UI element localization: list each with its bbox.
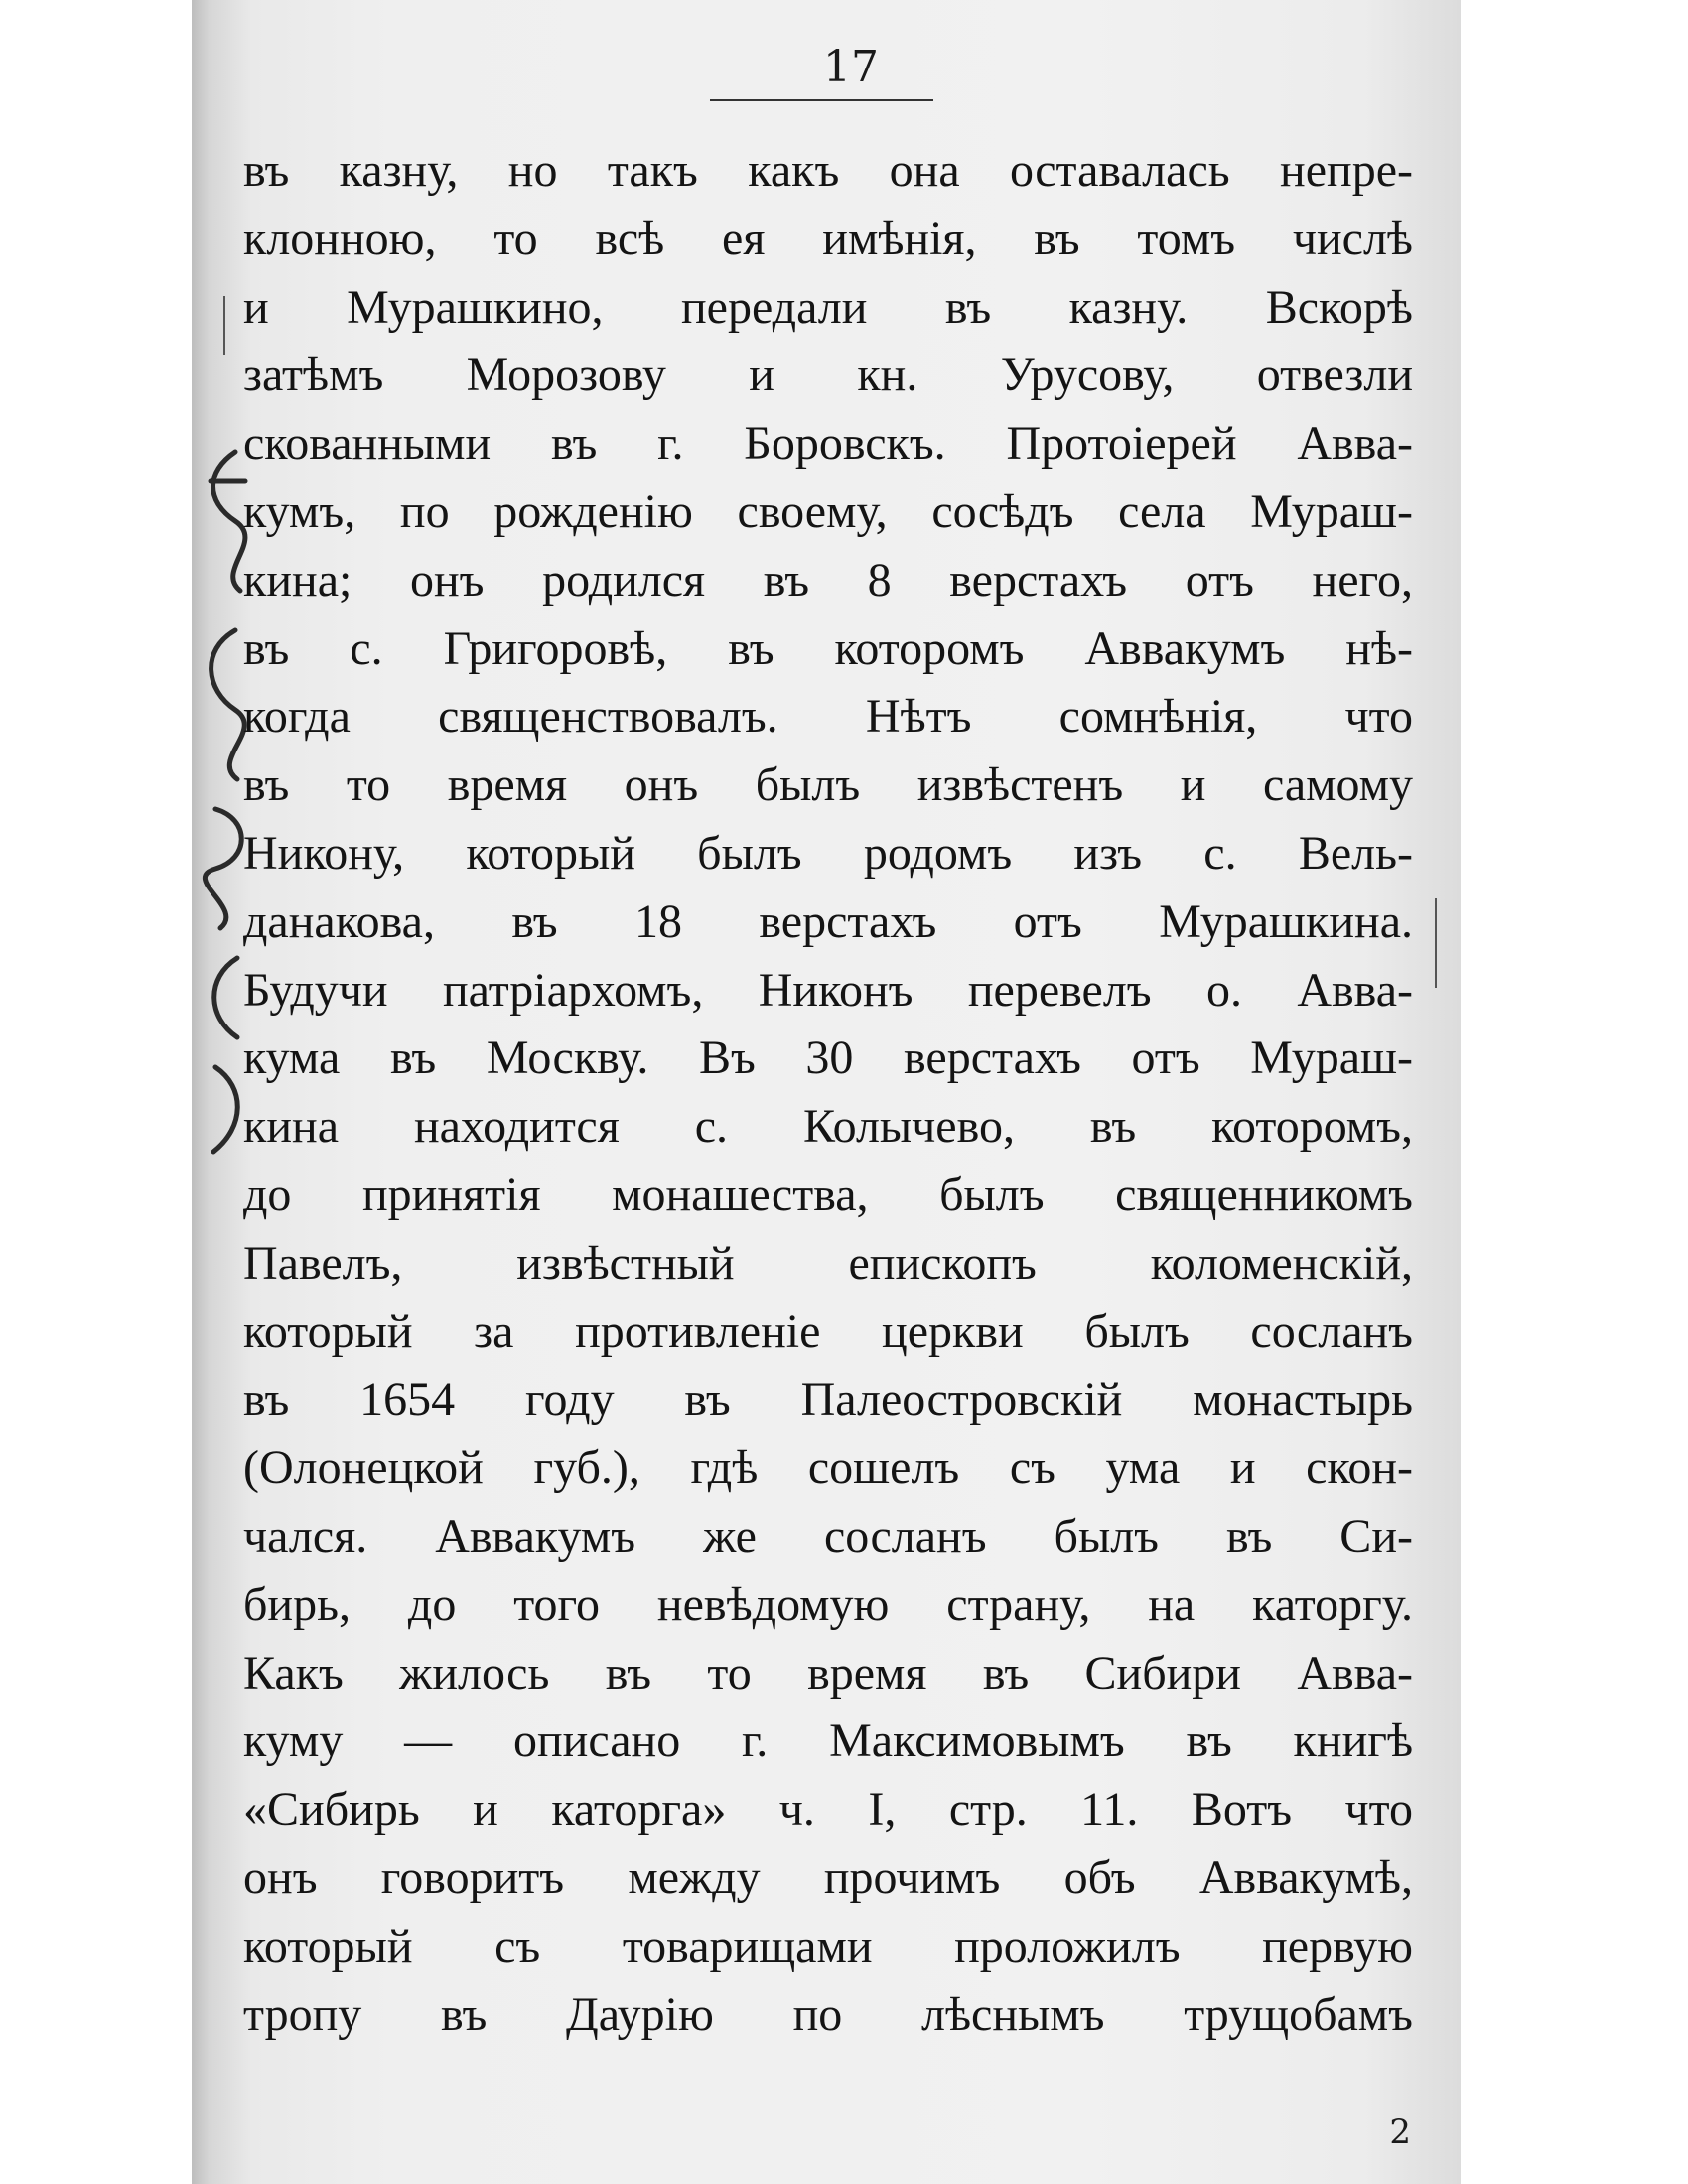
text-line: данакова, въ 18 верстахъ отъ Мурашкина.: [243, 894, 1413, 948]
text-line: затѣмъ Морозову и кн. Урусову, отвезли: [243, 348, 1413, 402]
text-line: Какъ жилось въ то время въ Сибири Авва-: [243, 1646, 1413, 1700]
text-line: тропу въ Даурію по лѣснымъ трущобамъ: [243, 1987, 1413, 2041]
text-line: Павелъ, извѣстный епископъ коломенскій,: [243, 1236, 1413, 1290]
text-line: кина находится с. Колычево, въ которомъ,: [243, 1100, 1413, 1154]
text-line: въ то время онъ былъ извѣстенъ и самому: [243, 758, 1413, 812]
text-line: когда священствовалъ. Нѣтъ сомнѣнія, что: [243, 690, 1413, 744]
text-line: кумъ, по рожденію своему, сосѣдъ села Мураш-: [243, 484, 1413, 538]
header-rule: [710, 99, 933, 101]
margin-bracket: [1435, 898, 1437, 988]
text-line: клонною, то всѣ ея имѣнія, въ томъ числѣ: [243, 211, 1413, 265]
text-line: куму — описано г. Максимовымъ въ книгѣ: [243, 1714, 1413, 1768]
text-line: Будучи патріархомъ, Никонъ перевелъ о. Авва-: [243, 963, 1413, 1017]
text-line: до принятія монашества, былъ священникомъ: [243, 1167, 1413, 1221]
body-text: [243, 137, 1413, 2049]
text-line: (Олонецкой губ.), гдѣ сошелъ съ ума и скон-: [243, 1441, 1413, 1495]
page-number: 17: [823, 42, 879, 92]
text-line: «Сибирь и каторга» ч. I, стр. 11. Вотъ что: [243, 1783, 1413, 1837]
text-line: и Мурашкино, передали въ казну. Вскорѣ: [243, 280, 1413, 334]
text-line: въ казну, но такъ какъ она оставалась непре-: [243, 144, 1413, 197]
margin-bracket: [223, 296, 225, 355]
paper-sheet: [192, 0, 1461, 2184]
text-line: который съ товарищами проложилъ первую: [243, 1919, 1413, 1973]
text-line: Никону, который былъ родомъ изъ с. Вель-: [243, 826, 1413, 880]
text-line: въ 1654 году въ Палеостровскій монастырь: [243, 1373, 1413, 1427]
text-line: который за противленіе церкви былъ сосланъ: [243, 1304, 1413, 1358]
text-line: кума въ Москву. Въ 30 верстахъ отъ Мураш-: [243, 1031, 1413, 1085]
text-line: скованными въ г. Боровскъ. Протоіерей Авва-: [243, 417, 1413, 471]
text-line: въ с. Григоровѣ, въ которомъ Аввакумъ нѣ-: [243, 621, 1413, 675]
text-line: онъ говоритъ между прочимъ объ Аввакумѣ,: [243, 1850, 1413, 1904]
text-line: бирь, до того невѣдомую страну, на каторгу.: [243, 1577, 1413, 1631]
signature-number: 2: [1389, 2113, 1411, 2152]
text-line: чался. Аввакумъ же сосланъ былъ въ Си-: [243, 1509, 1413, 1563]
text-line: кина; онъ родился въ 8 верстахъ отъ него,: [243, 553, 1413, 607]
